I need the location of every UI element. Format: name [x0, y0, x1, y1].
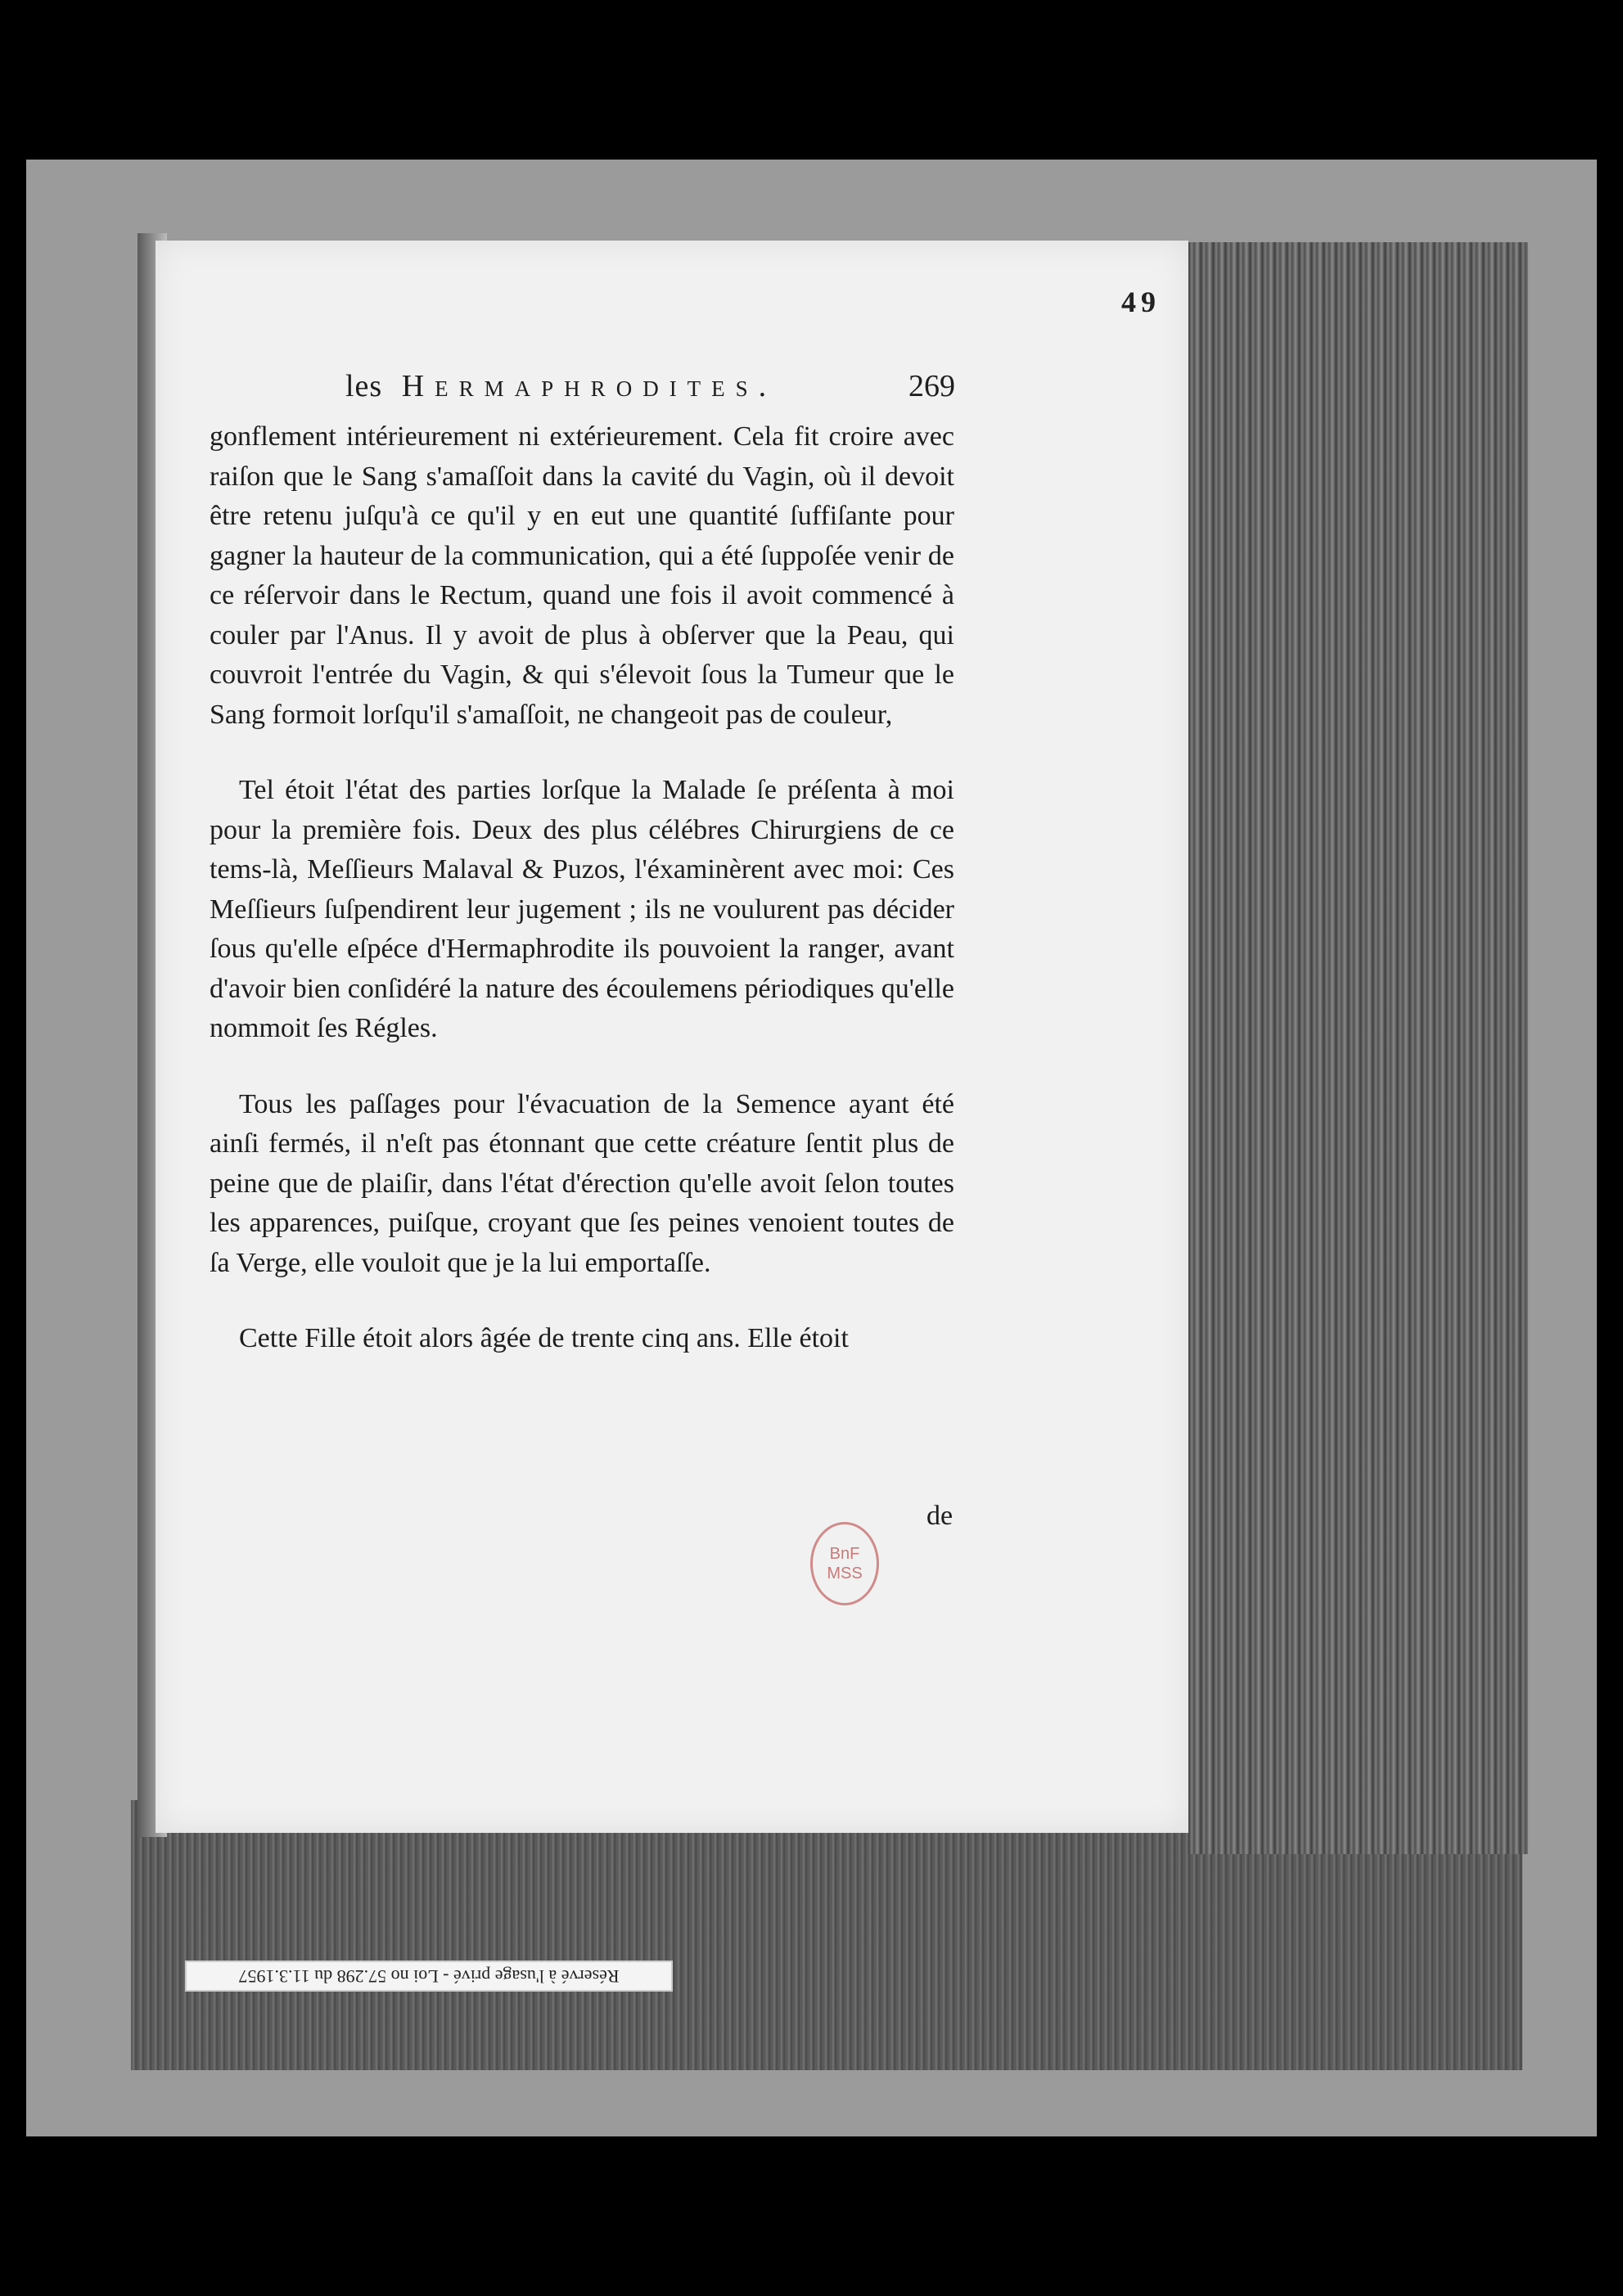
usage-label: [185, 1961, 673, 1992]
running-head: [345, 368, 955, 404]
paragraph-4: Cette Fille étoit alors âgée de trente cinq ans. Elle étoit: [239, 1323, 849, 1353]
scanner-bed-right: [1188, 242, 1528, 1854]
paragraph-2: Tel étoit l'état des parties lorſque la Malade ſe préſenta à moi pour la première fois. Deux des plus célébres Chirurgiens de ce tems-là, Meſſieurs Malaval & Puzos, l'éxaminèrent avec moi: Ces Meſſieurs ſuſpendirent leur jugement ; ils ne voulurent pas décider ſous qu'elle eſpéce d'Hermaphrodite ils pouvoient la ranger, avant d'avoir bien conſidéré la nature des écoulemens périodiques qu'elle nommoit ſes Régles.: [210, 775, 954, 1043]
running-head-article: les: [345, 369, 383, 403]
paragraph-3: Tous les paſſages pour l'évacuation de la Semence ayant été ainſi fermés, il n'eſt pas étonnant que cette créature ſentit plus de peine que de plaiſir, dans l'état d'érection qu'elle avoit ſelon toutes les apparences, puiſque, croyant que ſes peines venoient toutes de ſa Verge, elle vouloit que je la lui emportaſſe.: [210, 1088, 954, 1278]
usage-label-text: Réservé à l'usage privé - Loi no 57.298 du 11.3.1957: [238, 1966, 620, 1987]
folio-number: 49: [1121, 286, 1161, 318]
stamp-text: BnF MSS: [827, 1545, 863, 1582]
body-text: [210, 417, 954, 1395]
catchword: de: [926, 1501, 954, 1531]
running-head-title: Hermaphrodites.: [401, 369, 778, 403]
paragraph-1: gonflement intérieurement ni extérieurement. Cela fit croire avec raiſon que le Sang s'amaſſoit dans la cavité du Vagin, où il devoit être retenu juſqu'à ce qu'il y en eut une quantité ſuffiſante pour gagner la hauteur de la communication, qui a été ſuppoſée venir de ce réſervoir dans le Rectum, quand une fois il avoit commencé à couler par l'Anus. Il y avoit de plus à obſerver que la Peau, qui couvroit l'entrée du Vagin, & qui s'élevoit ſous la Tumeur que le Sang formoit lorſqu'il s'amaſſoit, ne changeoit pas de couleur,: [210, 421, 954, 730]
page-number: 269: [908, 369, 955, 403]
library-stamp: [810, 1522, 879, 1605]
